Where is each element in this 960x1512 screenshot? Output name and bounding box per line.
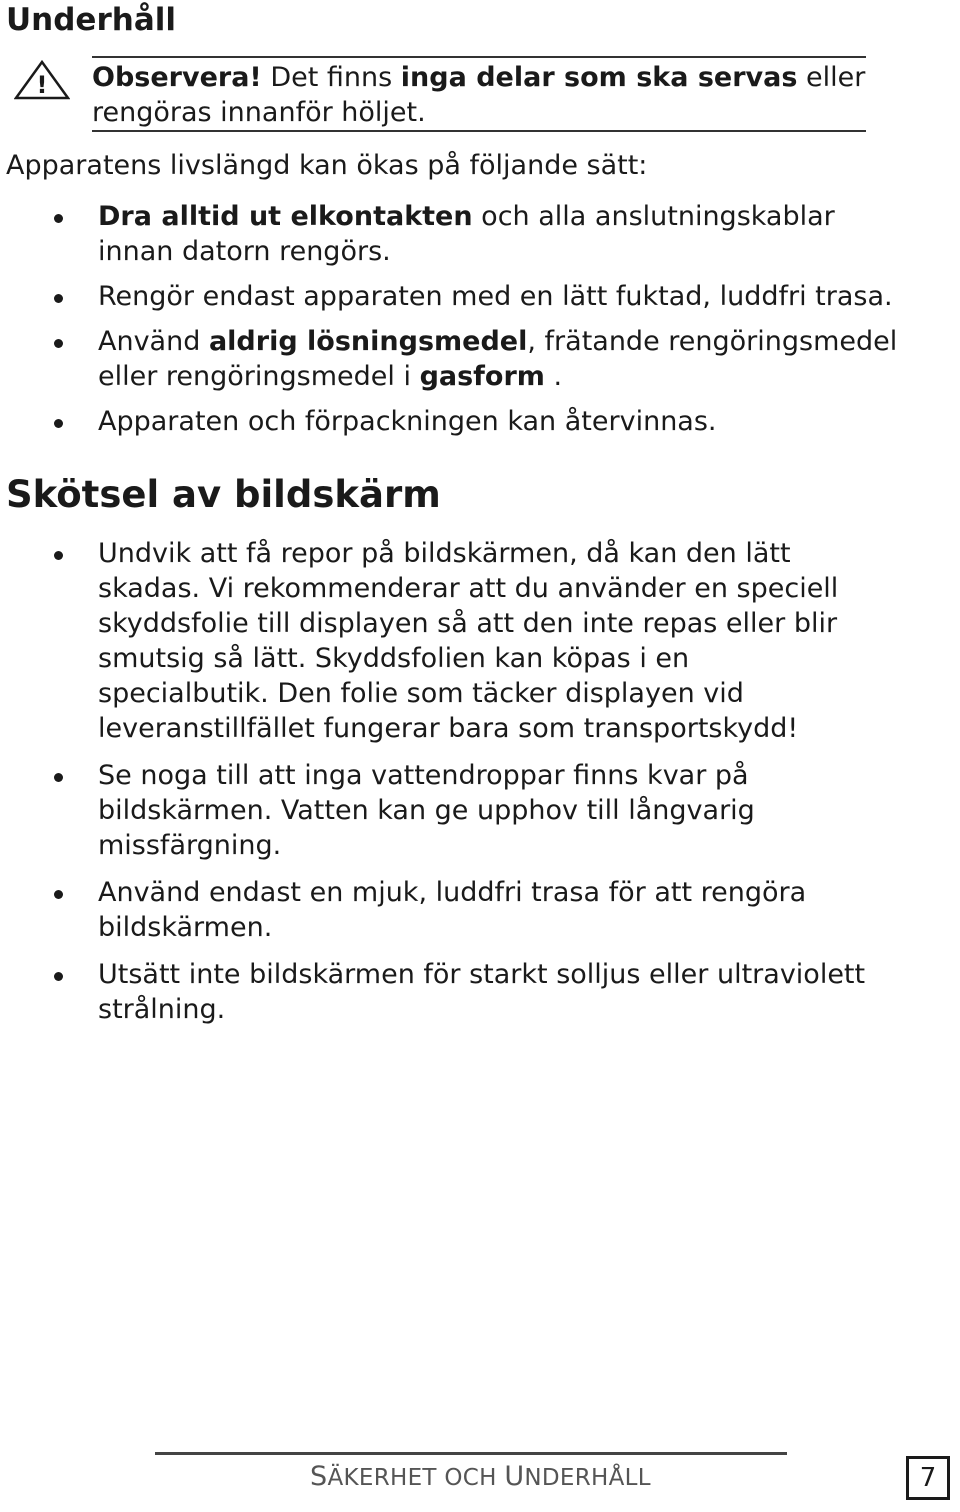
bullet-icon — [54, 972, 63, 981]
bullet-icon — [54, 551, 63, 560]
list-item: Apparaten och förpackningen kan återvinnas. — [6, 404, 906, 439]
bullet-icon — [54, 419, 63, 428]
warning-top-rule — [92, 56, 866, 58]
bullet-icon — [54, 773, 63, 782]
screen-care-list — [6, 536, 926, 1027]
warning-exclamation: ! — [36, 71, 48, 99]
bullet-icon — [54, 339, 63, 348]
list-item: Använd aldrig lösningsmedel, frätande rengöringsmedel eller rengöringsmedel i gasform . — [6, 324, 906, 394]
bullet-icon — [54, 214, 63, 223]
list-item: Undvik att få repor på bildskärmen, då kan den lätt skadas. Vi rekommenderar att du använder en speciell skyddsfolie till displayen så att den inte repas eller blir smutsig så lätt. Skyddsfolien kan köpas i en specialbutik. Den folie som täcker displayen vid leveranstillfället fungerar bara som transportskydd! — [6, 536, 926, 746]
list-item: Utsätt inte bildskärmen för starkt solljus eller ultraviolett strålning. — [6, 957, 926, 1027]
bullet-icon — [54, 890, 63, 899]
maintenance-list — [6, 199, 906, 439]
section-title: Underhåll — [6, 2, 176, 38]
footer-chapter-title: SÄKERHET OCH UNDERHÅLL — [310, 1461, 651, 1492]
subsection-title: Skötsel av bildskärm — [6, 473, 441, 516]
warning-bottom-rule — [92, 130, 866, 132]
list-item: Rengör endast apparaten med en lätt fuktad, luddfri trasa. — [6, 279, 906, 314]
list-item: Se noga till att inga vattendroppar finns kvar på bildskärmen. Vatten kan ge upphov till långvarig missfärgning. — [6, 758, 926, 863]
list-item: Dra alltid ut elkontakten och alla anslutningskablar innan datorn rengörs. — [6, 199, 906, 269]
list-item: Använd endast en mjuk, luddfri trasa för att rengöra bildskärmen. — [6, 875, 926, 945]
page-number: 7 — [906, 1456, 950, 1500]
intro-paragraph: Apparatens livslängd kan ökas på följande sätt: — [6, 150, 648, 181]
warning-triangle-icon — [14, 60, 70, 100]
bullet-icon — [54, 294, 63, 303]
warning-label: Observera! — [92, 62, 262, 93]
warning-note: Observera! Det finns inga delar som ska servas eller rengöras innanför höljet. — [92, 62, 866, 128]
footer-rule — [155, 1452, 787, 1455]
